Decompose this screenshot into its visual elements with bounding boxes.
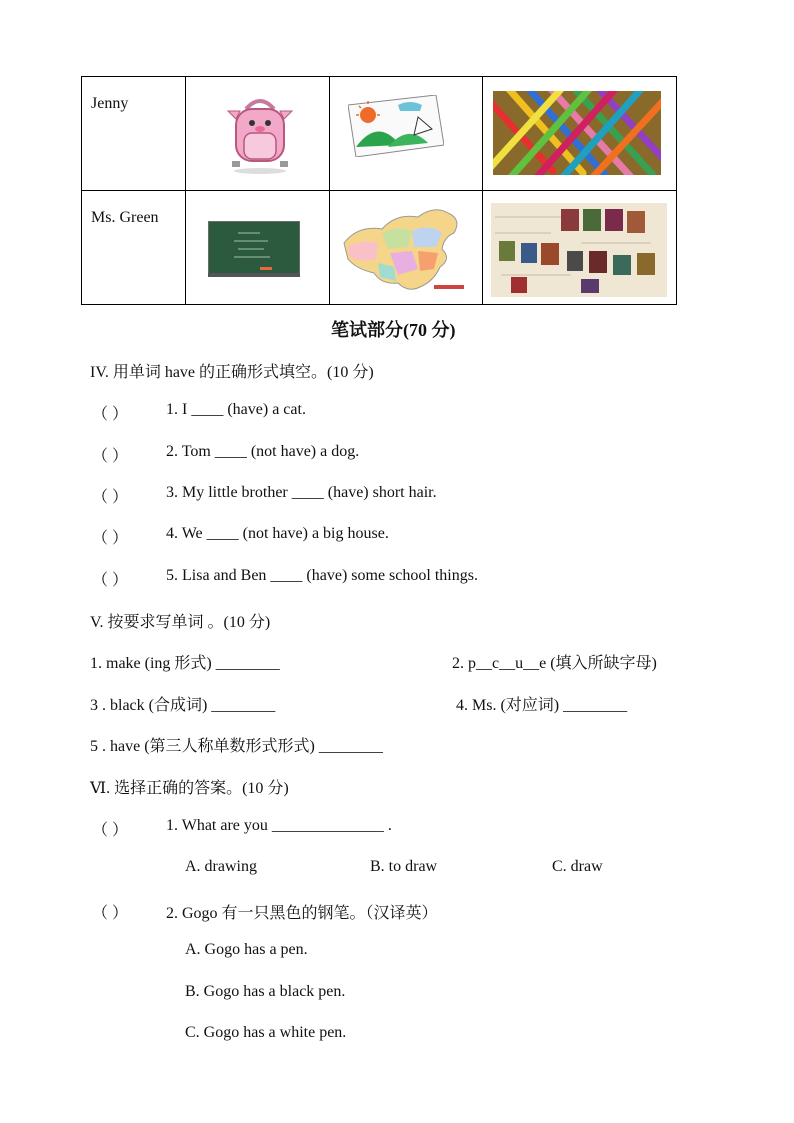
option-a[interactable]: A. drawing <box>185 858 257 875</box>
question-text: 2. Gogo 有一只黑色的钢笔。（汉译英） <box>166 905 438 922</box>
option-b[interactable]: B. to draw <box>370 858 438 875</box>
row-name: Ms. Green <box>91 209 159 226</box>
section-iv-heading: IV. 用单词 have 的正确形式填空。(10 分) <box>90 364 374 381</box>
question-text: 1. I ____ (have) a cat. <box>166 401 306 418</box>
question-text: 1. What are you ______________ . <box>166 817 392 834</box>
question-text: 4. Ms. (对应词) ________ <box>456 697 628 714</box>
stamps-photo-icon <box>491 203 667 297</box>
picture-cell <box>483 77 677 191</box>
table-row <box>82 191 677 305</box>
option-b[interactable]: B. Gogo has a black pen. <box>185 983 346 1000</box>
question-text: 1. make (ing 形式) ________ <box>90 655 280 672</box>
question-text: 2. Tom ____ (not have) a dog. <box>166 443 360 460</box>
question-text: 3 . black (合成词) ________ <box>90 697 276 714</box>
row-name: Jenny <box>91 95 129 112</box>
picture-table <box>81 76 677 305</box>
section-vi-heading: Ⅵ. 选择正确的答案。(10 分) <box>90 780 289 797</box>
name-cell <box>82 77 186 191</box>
answer-paren[interactable]: （ ） <box>92 448 129 465</box>
question-text: 3. My little brother ____ (have) short hair. <box>166 484 437 501</box>
picture-cell <box>330 77 483 191</box>
answer-paren[interactable]: （ ） <box>92 489 129 506</box>
answer-paren[interactable]: （ ） <box>92 905 129 922</box>
option-c[interactable]: C. Gogo has a white pen. <box>185 1024 347 1041</box>
blackboard-icon <box>208 221 300 277</box>
schoolbag-icon <box>222 95 298 175</box>
question-text: 2. p__c__u__e (填入所缺字母) <box>452 655 657 672</box>
question-text: 5. Lisa and Ben ____ (have) some school things. <box>166 567 478 584</box>
question-text: 5 . have (第三人称单数形式形式) ________ <box>90 738 383 755</box>
china-map-icon <box>338 203 470 295</box>
name-cell <box>82 191 186 305</box>
picture-cell <box>483 191 677 305</box>
picture-cell <box>330 191 483 305</box>
drawing-picture-icon <box>348 95 444 157</box>
answer-paren[interactable]: （ ） <box>92 822 129 839</box>
answer-paren[interactable]: （ ） <box>92 530 129 547</box>
picture-cell <box>186 77 330 191</box>
crayons-photo-icon <box>493 91 661 175</box>
answer-paren[interactable]: （ ） <box>92 406 129 423</box>
option-c[interactable]: C. draw <box>552 858 603 875</box>
picture-cell <box>186 191 330 305</box>
answer-paren[interactable]: （ ） <box>92 572 129 589</box>
table-row <box>82 77 677 191</box>
section-title: 笔试部分(70 分) <box>331 320 456 340</box>
section-v-heading: V. 按要求写单词 。(10 分) <box>90 614 271 631</box>
question-text: 4. We ____ (not have) a big house. <box>166 525 389 542</box>
option-a[interactable]: A. Gogo has a pen. <box>185 941 308 958</box>
